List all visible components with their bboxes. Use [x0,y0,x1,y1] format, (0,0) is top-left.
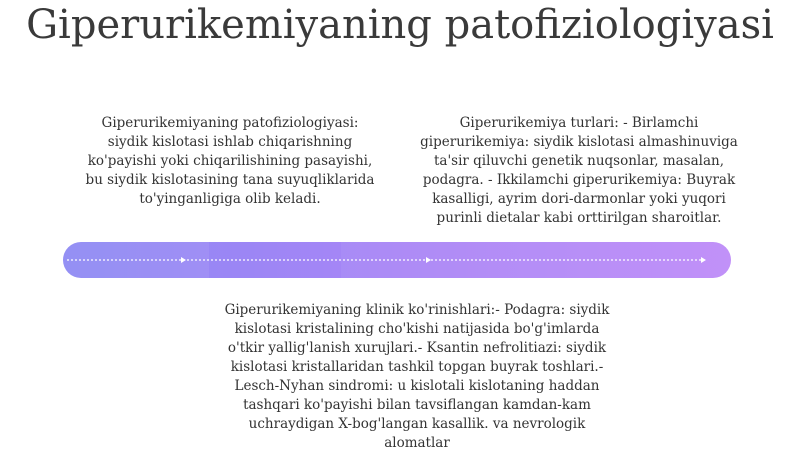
page-title: Giperurikemiyaning patofiziologiyasi [26,2,774,48]
text-block-clinical: Giperurikemiyaning klinik ko'rinishlari:- Podagra: siydik kislotasi kristalining cho'kishi natijasida bo'g'imlarda o'tkir yallig'lanish xurujlari.- Ksantin nefrolitiazi: siydik kislotasi kristallaridan tashkil topgan buyrak toshlari.- Lesch-Nyhan sindromi: u kislotali kislotaning haddan tashqari ko'payishi bilan tavsiflangan kamdan-kam uchraydigan X-bog'langan kasallik. va nevrologik alomatlar [224,302,610,451]
timeline-track [63,242,731,278]
timeline-arrow-2-icon [426,257,431,263]
text-block-pathophysiology: Giperurikemiyaning patofiziologiyasi: siydik kislotasi ishlab chiqarishning ko'payishi yoki chiqarilishining pasayishi, bu siydik kislotasining tana suyuqliklarida to'yinganligiga olib keladi. [85,115,375,207]
timeline-arrow-1-icon [181,257,186,263]
timeline-arrow-3-icon [701,257,706,263]
timeline-bar [63,242,731,278]
text-block-types: Giperurikemiya turlari: - Birlamchi giperurikemiya: siydik kislotasi almashinuviga ta'sir qiluvchi genetik nuqsonlar, masalan, podagra. - Ikkilamchi giperurikemiya: Buyrak kasalligi, ayrim dori-darmonlar yoki yuqori purinli dietalar kabi orttirilgan sharoitlar. [420,115,738,226]
